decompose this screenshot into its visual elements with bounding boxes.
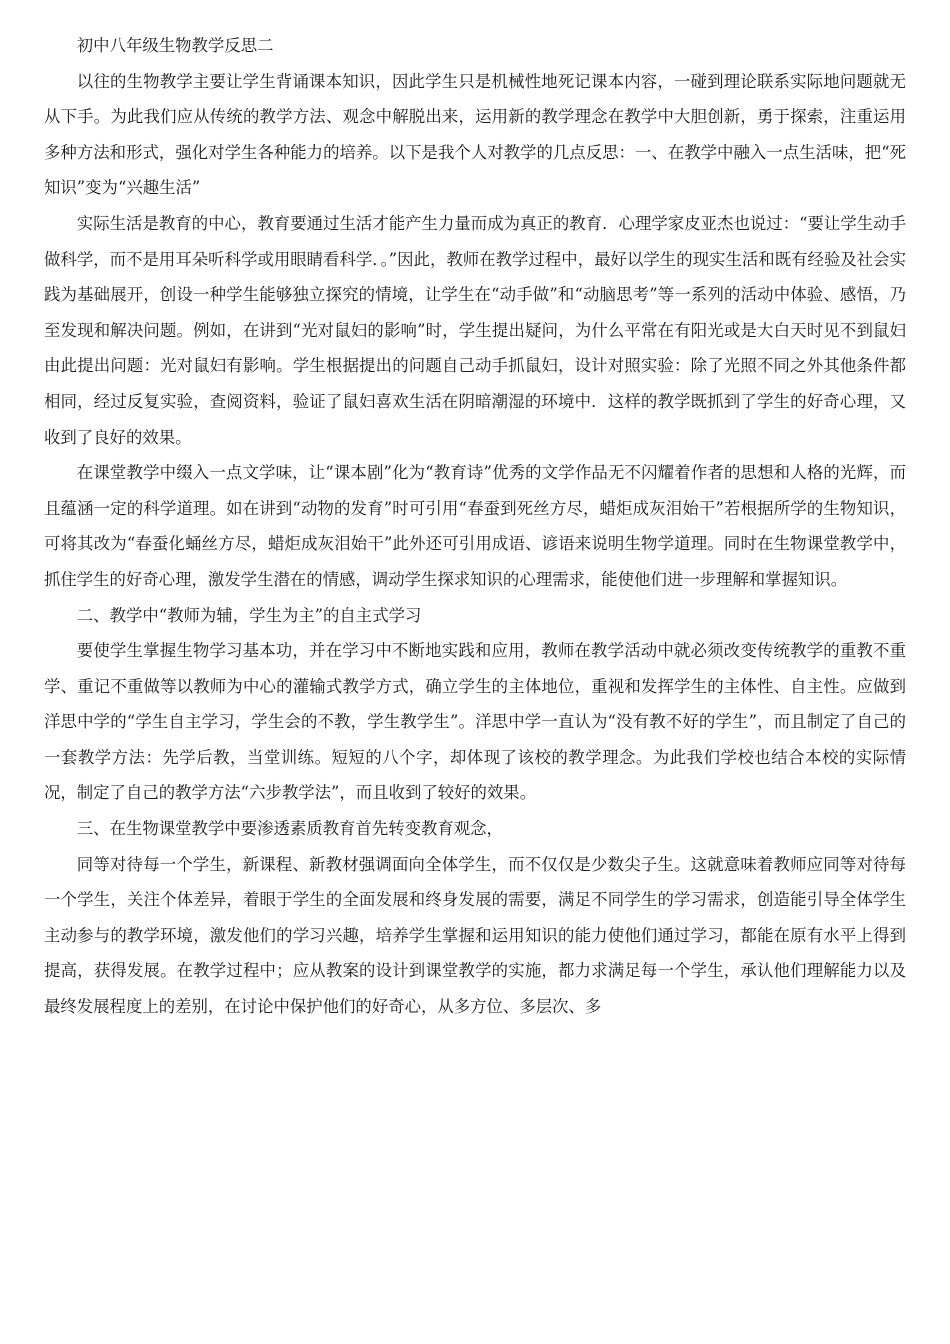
paragraph-equal-treatment: 同等对待每一个学生，新课程、新教材强调面向全体学生，而不仅仅是少数尖子生。这就意味着教师应同等对待每一个学生，关注个体差异，着眼于学生的全面发展和终身发展的需要，满足不同学生的学习需求，创造能引导全体学生主动参与的教学环境，激发他们的学习兴趣，培养学生掌握和运用知识的能力使他们通过学习，都能在原有水平上得到提高，获得发展。在教学过程中；应从教案的设计到课堂教学的实施，都力求满足每一个学生，承认他们理解能力以及最终发展程度上的差别，在讨论中保护他们的好奇心，从多方位、多层次、多: [44, 854, 906, 1017]
document-title: 初中八年级生物教学反思二: [76, 36, 274, 55]
paragraph-life: 实际生活是教育的中心，教育要通过生活才能产生力量而成为真正的教育．心理学家皮亚杰也说过：“要让学生动手做科学，而不是用耳朵听科学或用眼睛看科学．。”因此，教师在教学过程中，最好以学生的现实生活和既有经验及社会实践为基础展开，创设一种学生能够独立探究的情境，让学生在“动手做”和“动脑思考”等一系列的活动中体验、感悟，乃至发现和解决问题。例如，在讲到“光对鼠妇的影响”时，学生提出疑问，为什么平常在有阳光或是大白天时见不到鼠妇 由此提出问题：光对鼠妇有影响。学生根据提出的问题自己动手抓鼠妇，设计对照实验：除了光照不同之外其他条件都相同，经过反复实验，查阅资料，验证了鼠妇喜欢生活在阴暗潮湿的环境中．这样的教学既抓到了学生的好奇心理，又收到了良好的效果。: [44, 213, 906, 447]
section-heading-two: 二、教学中“教师为辅，学生为主”的自主式学习: [76, 605, 422, 625]
document-page: [44, 28, 906, 1025]
section-heading-three: 三、在生物课堂教学中要渗透素质教育首先转变教育观念，: [76, 819, 503, 839]
paragraph-autonomous-learning: 要使学生掌握生物学习基本功，并在学习中不断地实践和应用，教师在教学活动中就必须改变传统教学的重教不重学、重记不重做等以教师为中心的灌输式教学方式，确立学生的主体地位，重视和发挥学生的主体性、自主性。应做到洋思中学的“学生自主学习，学生会的不教，学生教学生”。洋思中学一直认为“没有教不好的学生”，而且制定了自己的一套教学方法：先学后教，当堂训练。短短的八个字，却体现了该校的教学理念。为此我们学校也结合本校的实际情况，制定了自己的教学方法“六步教学法”，而且收到了较好的效果。: [44, 641, 906, 803]
paragraph-intro: 以往的生物教学主要让学生背诵课本知识，因此学生只是机械性地死记课本内容，一碰到理论联系实际地问题就无从下手。为此我们应从传统的教学方法、观念中解脱出来，运用新的教学理念在教学中大胆创新，勇于探索，注重运用多种方法和形式，强化对学生各种能力的培养。以下是我个人对教学的几点反思：一、在教学中融入一点生活味，把“死知识”变为“兴趣生活”: [44, 71, 906, 198]
paragraph-literature: 在课堂教学中缀入一点文学味，让“课本剧”化为“教育诗”优秀的文学作品无不闪耀着作者的思想和人格的光辉，而且蕴涵一定的科学道理。如在讲到“动物的发育”时可引用“春蚕到死丝方尽，蜡炬成灰泪始干”若根据所学的生物知识，可将其改为“春蚕化蛹丝方尽，蜡炬成灰泪始干”此外还可引用成语、谚语来说明生物学道理。同时在生物课堂教学中，抓住学生的好奇心理，激发学生潜在的情感，调动学生探求知识的心理需求，能使他们进一步理解和掌握知识。: [44, 463, 906, 589]
